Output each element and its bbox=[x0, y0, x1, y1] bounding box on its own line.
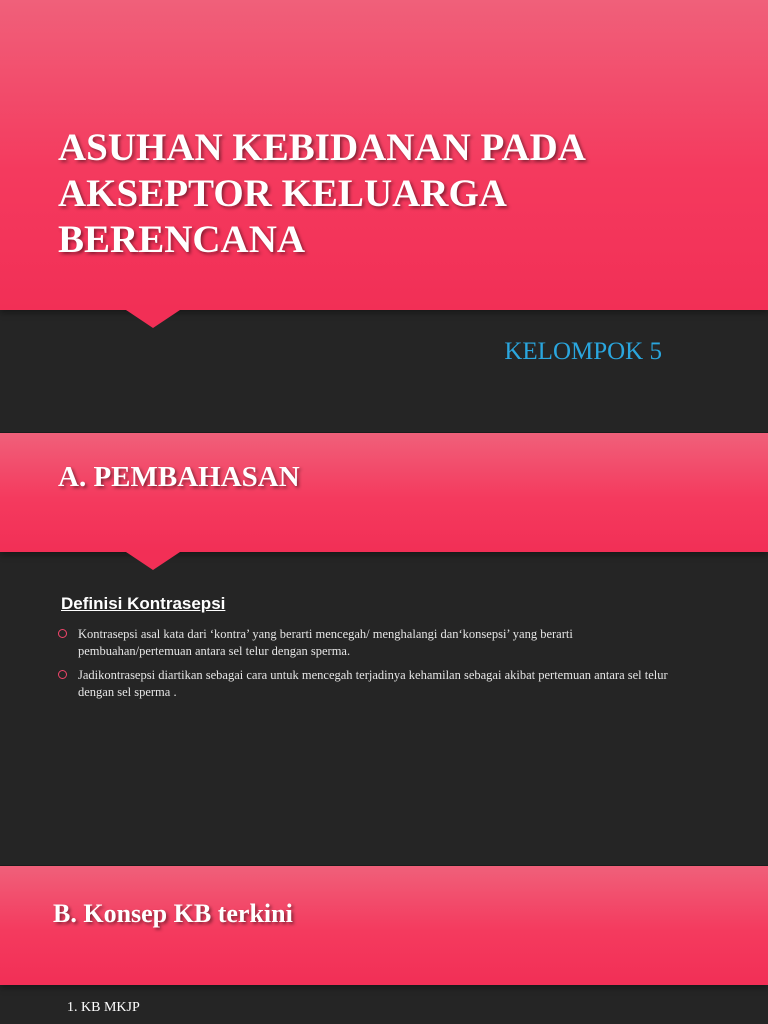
bullet-item bbox=[58, 667, 688, 701]
section-title: A. PEMBAHASAN bbox=[58, 461, 300, 493]
circle-bullet-icon bbox=[58, 629, 67, 638]
definition-heading: Definisi Kontrasepsi bbox=[61, 594, 226, 613]
definition-bullet-list bbox=[58, 626, 688, 708]
bullet-item bbox=[58, 626, 688, 660]
concept-slide bbox=[0, 866, 768, 1024]
numbered-list-item: 1. KB MKJP bbox=[67, 1000, 140, 1015]
bullet-text: Jadikontrasepsi diartikan sebagai cara untuk mencegah terjadinya kehamilan sebagai akibat pertemuan antara sel telur dengan sel sperma . bbox=[78, 668, 668, 699]
banner-pointer bbox=[126, 310, 180, 328]
banner-pointer bbox=[126, 552, 180, 570]
slide-subtitle: KELOMPOK 5 bbox=[504, 338, 662, 365]
title-slide bbox=[0, 0, 768, 432]
bullet-text: Kontrasepsi asal kata dari ‘kontra’ yang berarti mencegah/ menghalangi dan‘konsepsi’ yang berarti pembuahan/pertemuan antara sel telur dengan sperma. bbox=[78, 627, 573, 658]
circle-bullet-icon bbox=[58, 670, 67, 679]
section-title: B. Konsep KB terkini bbox=[53, 899, 293, 928]
discussion-slide bbox=[0, 433, 768, 865]
slide-title: ASUHAN KEBIDANAN PADA AKSEPTOR KELUARGA BERENCANA bbox=[58, 126, 584, 261]
